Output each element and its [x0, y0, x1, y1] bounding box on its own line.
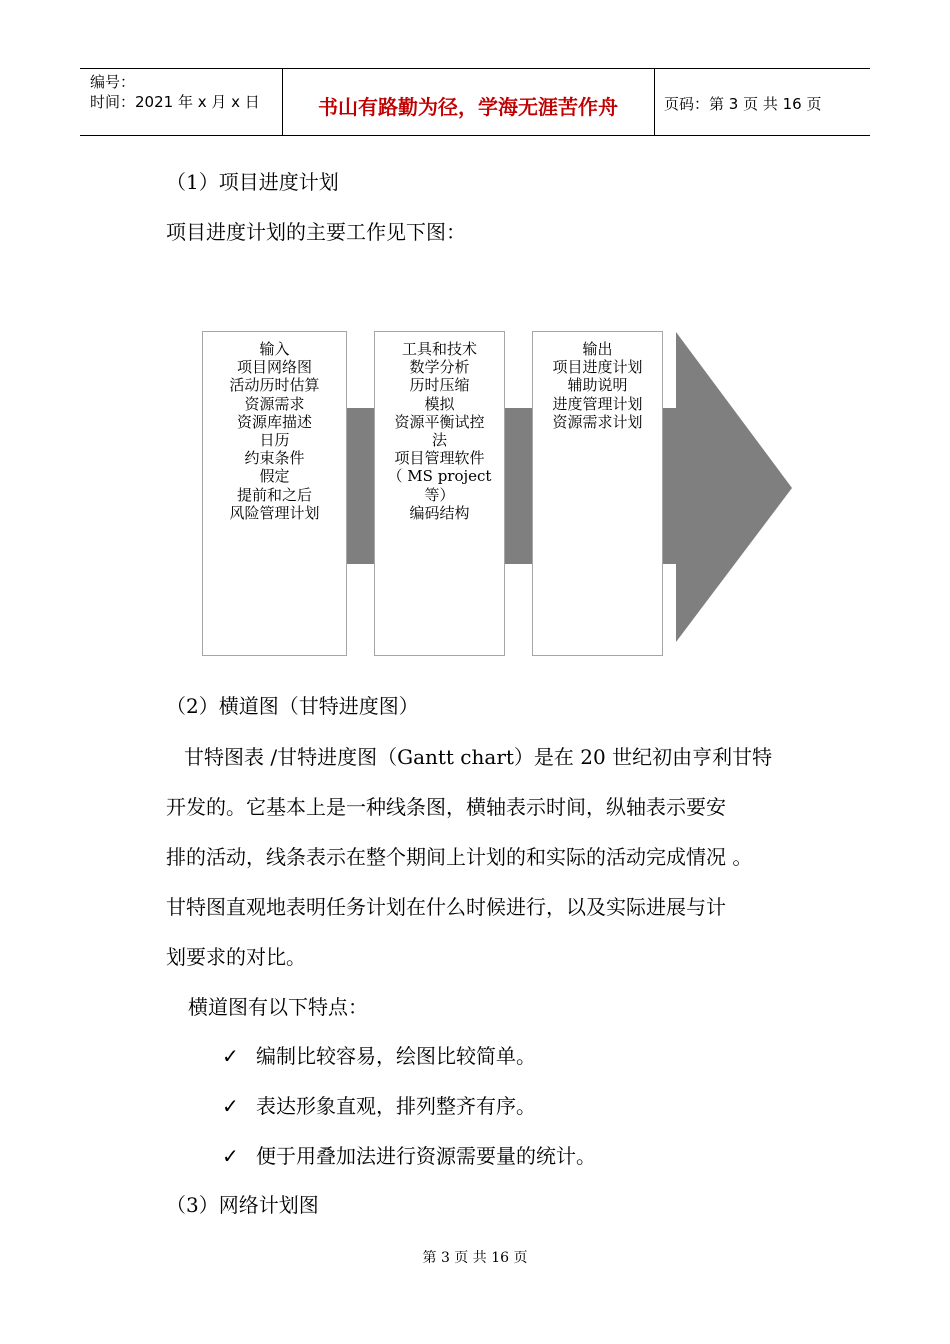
schedule-process-diagram	[200, 330, 800, 660]
check-icon: ✓	[222, 1144, 239, 1168]
features-intro: 横道图有以下特点：	[188, 995, 368, 1019]
feature-text: 表达形象直观，排列整齐有序。	[256, 1094, 536, 1118]
document-number-label: 编号：	[90, 73, 136, 91]
inputs-item: 资源需求	[244, 394, 305, 413]
document-date-label: 时间：2021 年 x 月 x 日	[90, 93, 260, 111]
outputs-item: 辅助说明	[567, 376, 628, 395]
section3-heading: （3）网络计划图	[166, 1193, 319, 1217]
inputs-item: 资源库描述	[236, 412, 312, 431]
inputs-item: 约束条件	[244, 449, 305, 468]
page-footer: 第 3 页 共 16 页	[422, 1250, 528, 1266]
inputs-item: 提前和之后	[236, 485, 312, 504]
outputs-item: 资源需求计划	[552, 412, 643, 431]
header-motto-cell	[282, 69, 655, 135]
feature-text: 便于用叠加法进行资源需要量的统计。	[256, 1144, 596, 1168]
check-icon: ✓	[222, 1044, 239, 1068]
section1-intro: 项目进度计划的主要工作见下图：	[166, 220, 466, 244]
tools-item: 数学分析	[409, 358, 470, 377]
feature-list-item	[222, 1142, 596, 1170]
arrow-head	[676, 332, 792, 642]
header-info-cell	[80, 69, 283, 135]
feature-list-item	[222, 1092, 536, 1120]
outputs-item: 进度管理计划	[552, 394, 643, 413]
inputs-item: 风险管理计划	[229, 503, 320, 522]
tools-item: 法	[431, 431, 447, 450]
inputs-item: 日历	[259, 431, 290, 450]
gantt-paragraph-line: 甘特图直观地表明任务计划在什么时候进行，以及实际进展与计	[166, 895, 726, 919]
section2-heading: （2）横道图（甘特进度图）	[166, 694, 419, 718]
header-motto: 书山有路勤为径，学海无涯苦作舟	[318, 95, 618, 119]
inputs-item: 假定	[259, 467, 290, 486]
inputs-item: 项目网络图	[236, 358, 312, 377]
tools-item: 资源平衡试控	[394, 412, 485, 431]
feature-list-item	[222, 1042, 536, 1070]
section1-heading: （1）项目进度计划	[166, 170, 339, 194]
tools-item: 历时压缩	[409, 376, 470, 395]
feature-text: 编制比较容易，绘图比较简单。	[256, 1044, 536, 1068]
inputs-item: 输入	[259, 340, 290, 358]
gantt-paragraph-line: 排的活动，线条表示在整个期间上计划的和实际的活动完成情况 。	[166, 845, 753, 869]
inputs-item: 活动历时估算	[229, 376, 320, 395]
inputs-box	[202, 331, 347, 656]
check-icon: ✓	[222, 1094, 239, 1118]
page-header	[80, 68, 870, 136]
tools-item: 等）	[424, 485, 455, 504]
tools-box	[374, 331, 505, 656]
tools-item: 项目管理软件	[394, 449, 485, 468]
outputs-box	[532, 331, 663, 656]
gantt-paragraph-line: 开发的。它基本上是一种线条图，横轴表示时间，纵轴表示要安	[166, 795, 726, 819]
tools-item: （ MS project	[387, 467, 492, 486]
tools-item: 编码结构	[409, 503, 470, 522]
outputs-item: 输出	[582, 340, 613, 358]
tools-item: 模拟	[424, 394, 455, 413]
gantt-paragraph-line: 划要求的对比。	[166, 945, 306, 969]
header-page-number: 页码：第 3 页 共 16 页	[664, 95, 822, 113]
outputs-item: 项目进度计划	[552, 358, 643, 377]
gantt-paragraph-line: 甘特图表 /甘特进度图（Gantt chart）是在 20 世纪初由亨利甘特	[184, 745, 773, 769]
header-page-cell	[654, 69, 870, 135]
tools-item: 工具和技术	[401, 340, 477, 358]
